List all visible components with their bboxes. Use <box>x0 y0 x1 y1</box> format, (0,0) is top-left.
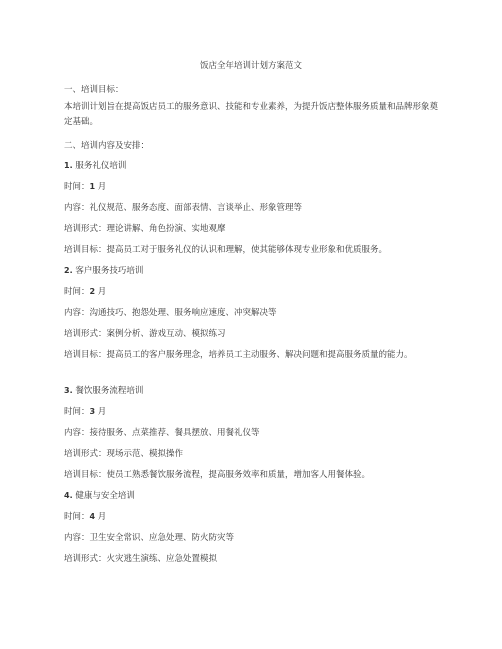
section-1-goal: 培训目标：提高员工对于服务礼仪的认识和理解，使其能够体现专业形象和优质服务。 <box>64 245 388 255</box>
section-3-title <box>64 384 444 399</box>
section-4-title <box>64 489 444 504</box>
section-4-number: 4. <box>64 491 73 500</box>
time-unit: 月 <box>97 182 107 192</box>
section-3-form: 培训形式：现场示范、模拟操作 <box>64 449 184 459</box>
section-1-time <box>64 180 444 195</box>
section-1-form: 培训形式：理论讲解、角色扮演、实地观摩 <box>64 224 226 234</box>
section-3-content: 内容：接待服务、点菜推荐、餐具摆放、用餐礼仪等 <box>64 428 260 438</box>
time-label: 时间： <box>64 512 90 522</box>
section-2-form: 培训形式：案例分析、游戏互动、模拟练习 <box>64 329 226 339</box>
time-value: 2 <box>89 287 96 296</box>
section-2-title <box>64 264 444 279</box>
section-4-content: 内容：卫生安全常识、应急处理、防火防灾等 <box>64 533 235 543</box>
section-2-goal: 培训目标：提高员工的客户服务理念，培养员工主动服务、解决问题和提高服务质量的能力。 <box>64 350 413 360</box>
section-2-number: 2. <box>64 266 73 275</box>
section-2-content: 内容：沟通技巧、抱怨处理、服务响应速度、冲突解决等 <box>64 308 277 318</box>
section-1-title-text: 服务礼仪培训 <box>75 161 127 171</box>
objective-heading: 一、培训目标： <box>64 85 124 95</box>
time-value: 3 <box>89 407 96 416</box>
time-value: 4 <box>89 512 96 521</box>
section-1-content: 内容：礼仪规范、服务态度、面部表情、言谈举止、形象管理等 <box>64 203 303 213</box>
objective-body: 本培训计划旨在提高饭店员工的服务意识、技能和专业素养，为提升饭店整体服务质量和品牌形象奠定基础。 <box>64 102 439 127</box>
section-3-goal: 培训目标：使员工熟悉餐饮服务流程，提高服务效率和质量，增加客人用餐体验。 <box>64 470 371 480</box>
time-label: 时间： <box>64 182 90 192</box>
section-1-title <box>64 159 444 174</box>
content-heading: 二、培训内容及安排： <box>64 141 150 151</box>
section-4-time <box>64 510 444 525</box>
section-3-title-text: 餐饮服务流程培训 <box>75 386 144 396</box>
time-unit: 月 <box>97 407 107 417</box>
section-2-time <box>64 285 444 300</box>
section-4-title-text: 健康与安全培训 <box>75 491 135 501</box>
time-unit: 月 <box>97 287 107 297</box>
time-value: 1 <box>89 182 96 191</box>
document-title: 饭店全年培训计划方案范文 <box>199 61 302 71</box>
section-4-form: 培训形式：火灾逃生演练、应急处置模拟 <box>64 554 218 564</box>
time-label: 时间： <box>64 287 90 297</box>
section-3-number: 3. <box>64 386 73 395</box>
time-unit: 月 <box>97 512 107 522</box>
section-2-title-text: 客户服务技巧培训 <box>75 266 144 276</box>
time-label: 时间： <box>64 407 90 417</box>
section-3-time <box>64 405 444 420</box>
section-1-number: 1. <box>64 161 73 170</box>
